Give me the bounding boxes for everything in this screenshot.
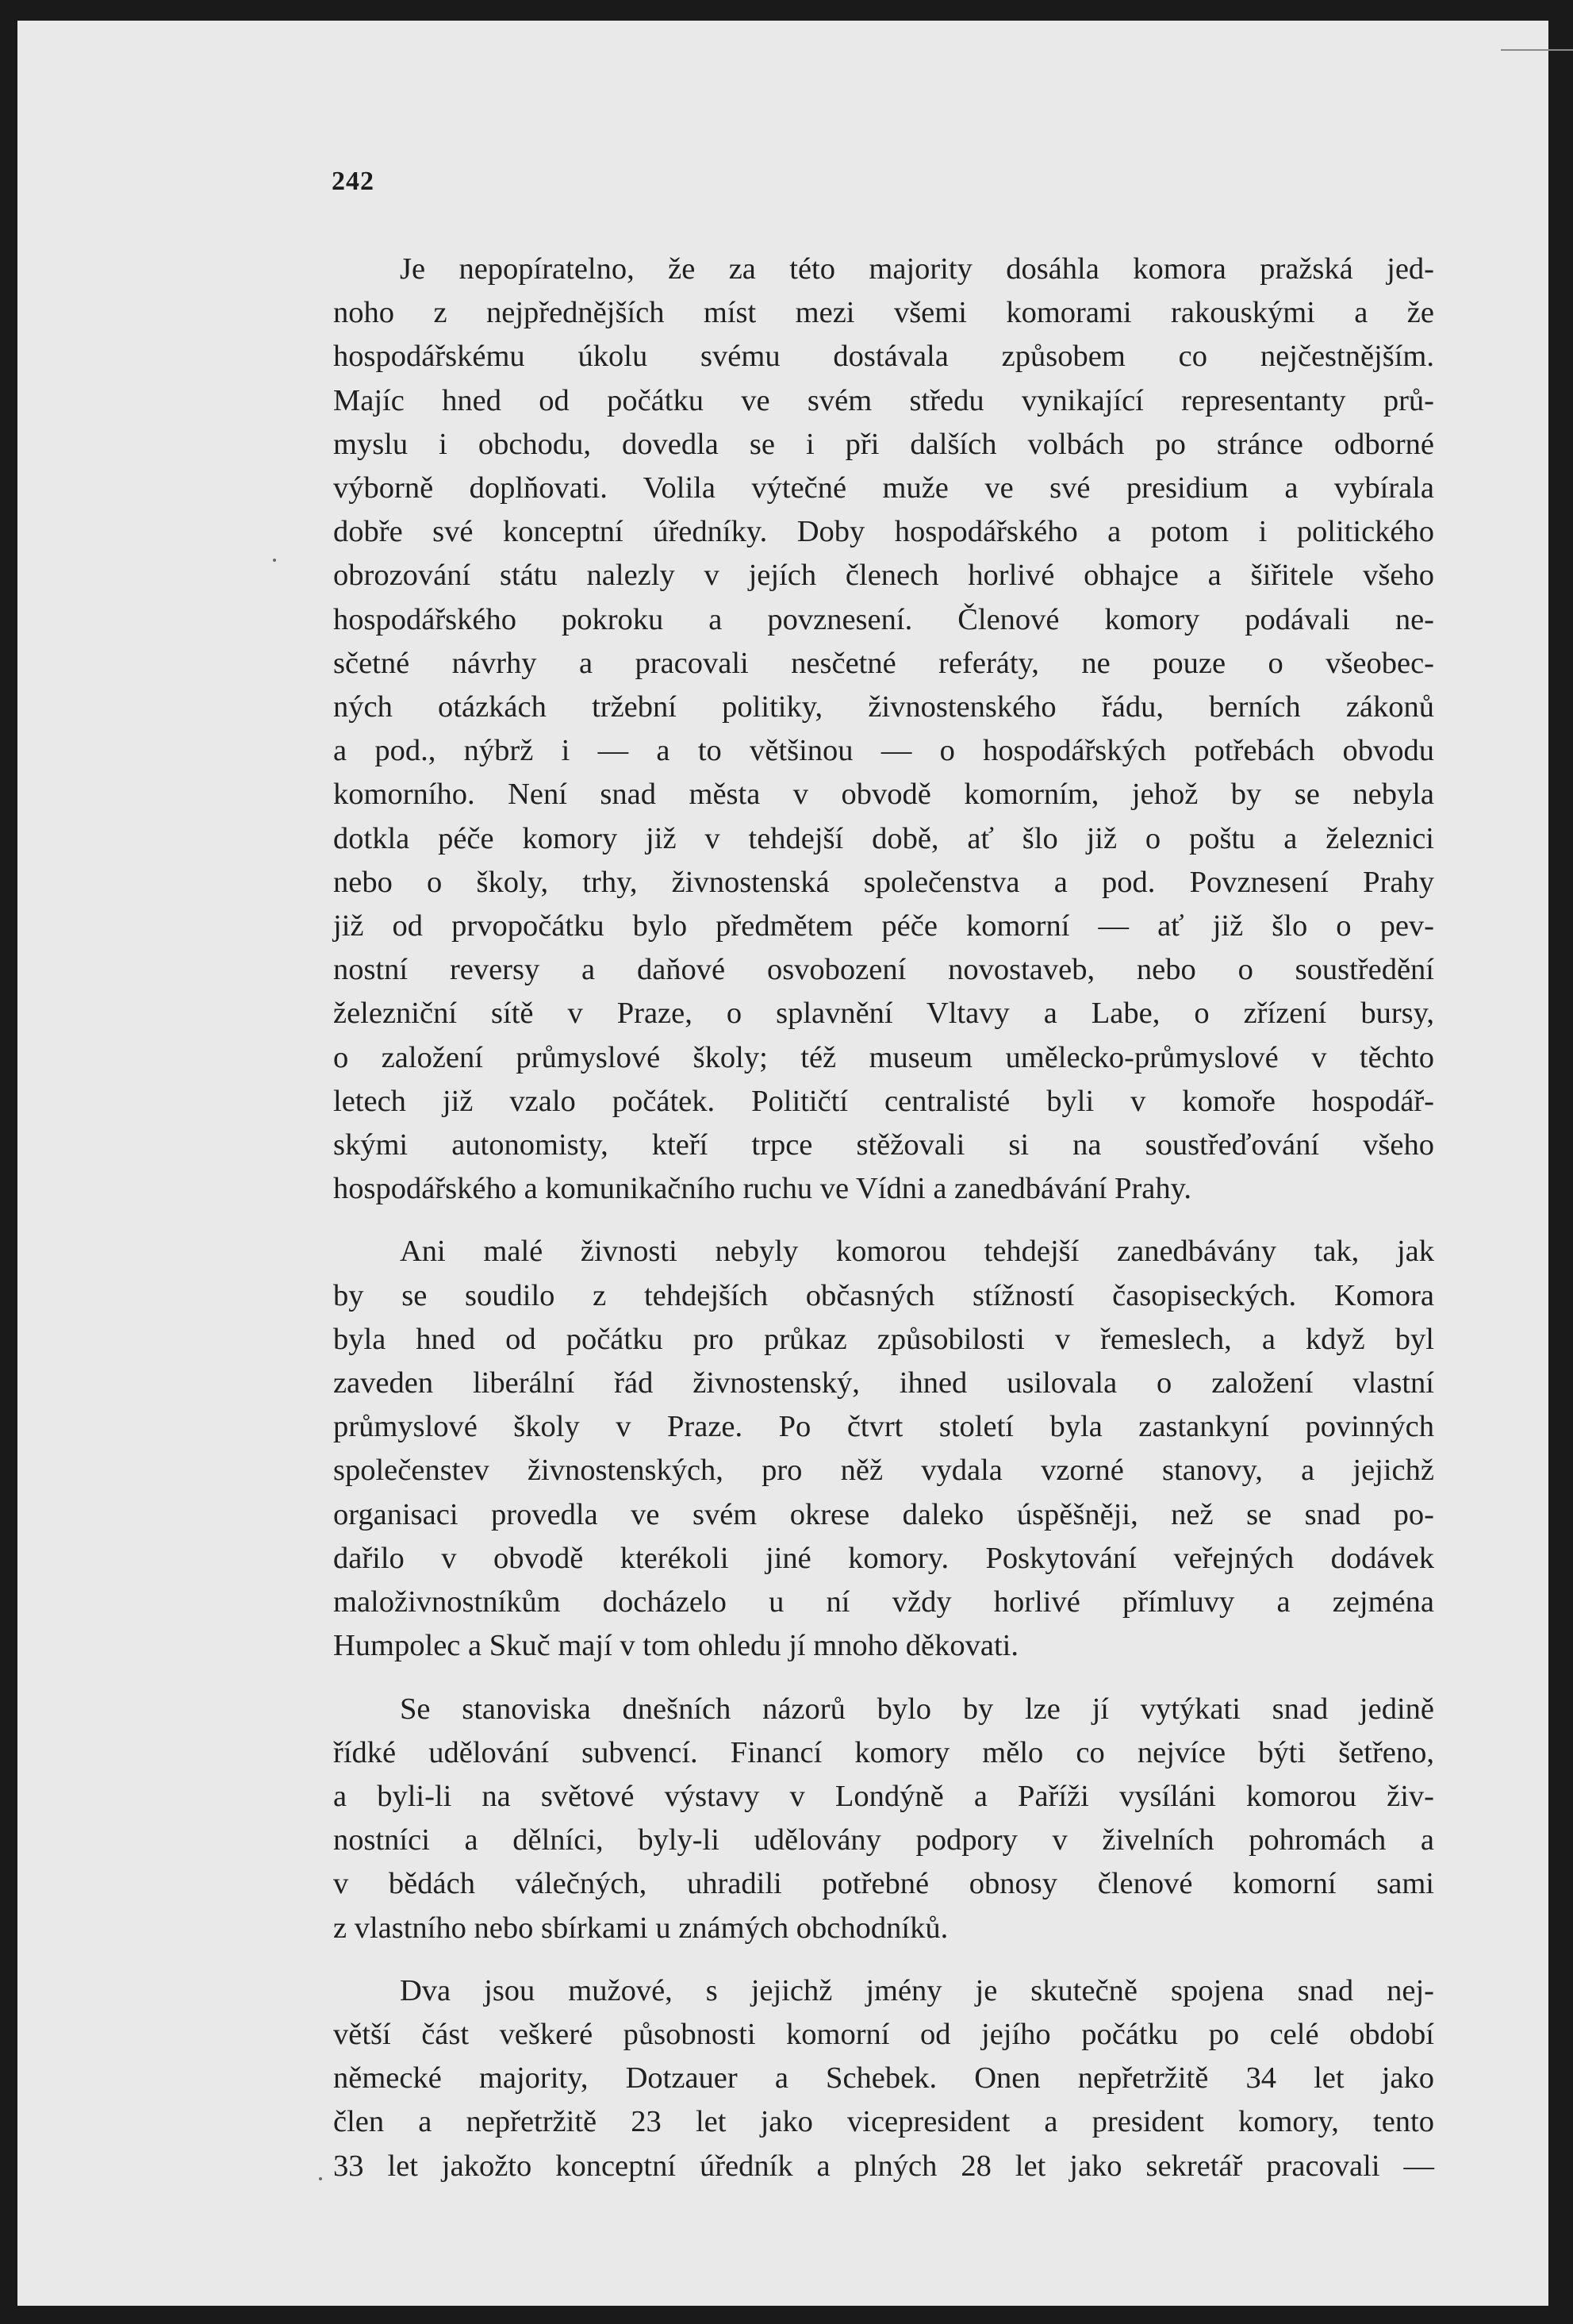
text-line: Je nepopíratelno, že za této majority dosáhla komora pražská jed-	[400, 252, 1434, 286]
page-edge-mark	[1501, 49, 1573, 51]
text-line: Majíc hned od počátku ve svém středu vynikající representanty prů-	[333, 383, 1434, 417]
text-line: společenstev živnostenských, pro něž vydala vzorné stanovy, a jejichž	[333, 1454, 1434, 1488]
text-line: průmyslové školy v Praze. Po čtvrt století byla zastankyní povinných	[333, 1410, 1434, 1444]
text-line: člen a nepřetržitě 23 let jako vicepresident a president komory, tento	[333, 2105, 1434, 2139]
scan-speck	[319, 2177, 322, 2180]
text-line: a byli-li na světové výstavy v Londýně a Paříži vysíláni komorou živ-	[333, 1779, 1434, 1813]
text-line: dobře své konceptní úředníky. Doby hospodářského a potom i politického	[333, 515, 1434, 549]
text-line: letech již vzalo počátek. Političtí centralisté byli v komoře hospodář-	[333, 1084, 1434, 1118]
text-line: německé majority, Dotzauer a Schebek. Onen nepřetržitě 34 let jako	[333, 2061, 1434, 2095]
book-page	[17, 21, 1548, 2306]
text-line: řídké udělování subvencí. Financí komory mělo co nejvíce býti šetřeno,	[333, 1735, 1434, 1769]
text-line: komorního. Není snad města v obvodě komorním, jehož by se nebyla	[333, 778, 1434, 812]
text-line: Humpolec a Skuč mají v tom ohledu jí mnoho děkovati.	[333, 1629, 1019, 1663]
text-line: výborně doplňovati. Volila výtečné muže ve své presidium a vybírala	[333, 471, 1434, 505]
text-line: noho z nejpřednějších míst mezi všemi komorami rakouskými a že	[333, 296, 1434, 330]
text-line: Ani malé živnosti nebyly komorou tehdejší zanedbávány tak, jak	[400, 1235, 1434, 1269]
text-line: sčetné návrhy a pracovali nesčetné referáty, ne pouze o všeobec-	[333, 646, 1434, 680]
text-line: v bědách válečných, uhradili potřebné obnosy členové komorní sami	[333, 1867, 1434, 1901]
text-line: obrozování státu nalezly v jejích členech horlivé obhajce a šiřitele všeho	[333, 559, 1434, 593]
text-line: o založení průmyslové školy; též museum umělecko-průmyslové v těchto	[333, 1040, 1434, 1074]
text-line: železniční sítě v Praze, o splavnění Vltavy a Labe, o zřízení bursy,	[333, 997, 1434, 1031]
text-line: hospodářského a komunikačního ruchu ve Vídni a zanedbávání Prahy.	[333, 1172, 1191, 1206]
paragraph-2	[333, 1230, 1434, 1668]
text-line: hospodářskému úkolu svému dostávala způsobem co nejčestnějším.	[333, 340, 1434, 374]
page-number: 242	[332, 167, 374, 196]
text-line: Se stanoviska dnešních názorů bylo by lze jí vytýkati snad jedině	[400, 1692, 1434, 1726]
text-line: 33 let jakožto konceptní úředník a plných 28 let jako sekretář pracovali —	[333, 2149, 1434, 2183]
text-line: z vlastního nebo sbírkami u známých obchodníků.	[333, 1911, 949, 1945]
text-line: organisaci provedla ve svém okrese daleko úspěšněji, než se snad po-	[333, 1497, 1434, 1531]
text-line: maloživnostníkům docházelo u ní vždy horlivé přímluvy a zejména	[333, 1585, 1434, 1619]
text-line: zaveden liberální řád živnostenský, ihned usilovala o založení vlastní	[333, 1366, 1434, 1400]
text-line: ných otázkách tržební politiky, živnostenského řádu, berních zákonů	[333, 690, 1434, 724]
text-line: a pod., nýbrž i — a to většinou — o hospodářských potřebách obvodu	[333, 734, 1434, 768]
text-line: hospodářského pokroku a povznesení. Členové komory podávali ne-	[333, 602, 1434, 636]
text-line: skými autonomisty, kteří trpce stěžovali si na soustřeďování všeho	[333, 1128, 1434, 1162]
paragraph-1	[333, 248, 1434, 1211]
body-text	[333, 248, 1434, 2188]
text-line: by se soudilo z tehdejších občasných stížností časopiseckých. Komora	[333, 1278, 1434, 1312]
text-line: větší část veškeré působnosti komorní od jejího počátku po celé období	[333, 2017, 1434, 2051]
text-line: myslu i obchodu, dovedla se i při dalších volbách po stránce odborné	[333, 427, 1434, 461]
paragraph-4	[333, 1969, 1434, 2188]
text-line: již od prvopočátku bylo předmětem péče komorní — ať již šlo o pev-	[333, 909, 1434, 943]
text-line: nostní reversy a daňové osvobození novostaveb, nebo o soustředění	[333, 953, 1434, 987]
text-line: nostníci a dělníci, byly-li udělovány podpory v živelních pohromách a	[333, 1823, 1434, 1857]
text-line: dařilo v obvodě kterékoli jiné komory. Poskytování veřejných dodávek	[333, 1541, 1434, 1575]
paragraph-3	[333, 1688, 1434, 1950]
text-line: dotkla péče komory již v tehdejší době, ať šlo již o poštu a železnici	[333, 821, 1434, 855]
text-line: Dva jsou mužové, s jejichž jmény je skutečně spojena snad nej-	[400, 1973, 1434, 2007]
text-line: byla hned od počátku pro průkaz způsobilosti v řemeslech, a když byl	[333, 1322, 1434, 1356]
scan-speck	[273, 559, 276, 562]
text-line: nebo o školy, trhy, živnostenská společenstva a pod. Povznesení Prahy	[333, 865, 1434, 899]
